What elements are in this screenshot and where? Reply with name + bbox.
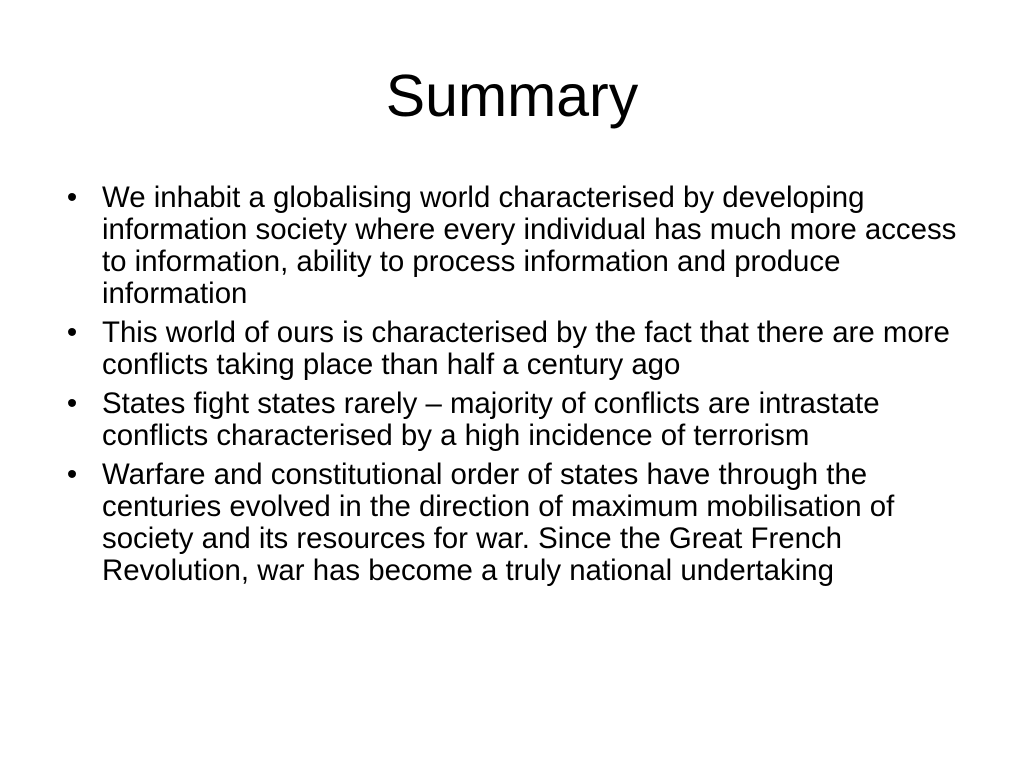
bullet-text: Warfare and constitutional order of states have through the centuries evolved in the direction of maximum mobilisation of society and its resources for war. Since the Great French Revolution, war has become a truly national undertaking [102, 458, 895, 587]
slide-title: Summary [385, 63, 639, 129]
bullet-item-warfare-mobilisation [50, 459, 960, 587]
bullet-item-globalising-world [50, 182, 960, 310]
bullet-text: States fight states rarely – majority of conflicts are intrastate conflicts characterised by a high incidence of terrorism [102, 387, 880, 452]
bullet-dot-icon: • [66, 316, 78, 349]
bullet-dot-icon: • [66, 458, 78, 491]
bullet-item-more-conflicts [50, 317, 960, 381]
bullet-dot-icon: • [66, 387, 78, 420]
bullet-text: This world of ours is characterised by the fact that there are more conflicts taking place than half a century ago [102, 316, 950, 381]
bullet-text: We inhabit a globalising world characterised by developing information society where every individual has much more access to information, ability to process information and produce information [102, 181, 957, 310]
bullet-list [50, 182, 960, 594]
bullet-dot-icon: • [66, 181, 78, 214]
bullet-item-intrastate-conflicts [50, 388, 960, 452]
